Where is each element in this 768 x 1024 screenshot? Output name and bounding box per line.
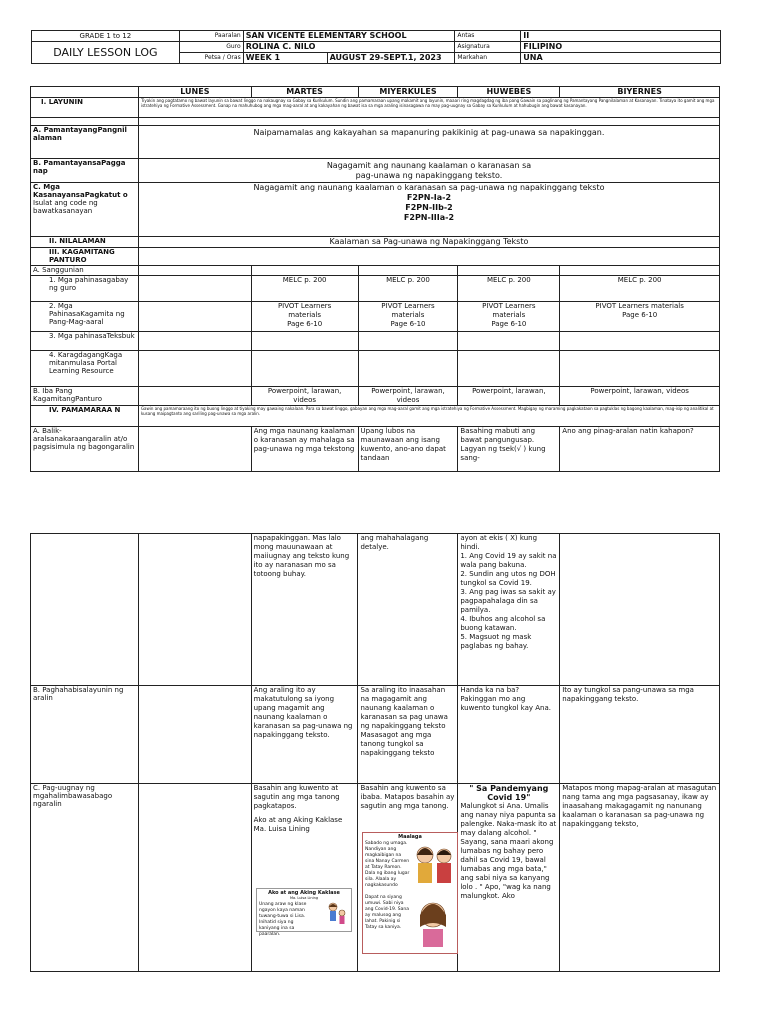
kasanayan-label-2: Isulat ang code ng bawatkasanayan (33, 199, 98, 215)
pivot-l2: materials (391, 311, 425, 319)
melc-martes: MELC p. 200 (251, 276, 358, 302)
pivot-b2: Page 6-10 (622, 311, 658, 319)
family-illustration (413, 843, 455, 887)
pivot-biyernes (560, 302, 720, 332)
melc-miyerkules: MELC p. 200 (358, 276, 458, 302)
lesson-table (30, 86, 720, 472)
paghahabi-huwebes: Handa ka na ba? Pakinggan mo ang kuwento tungkol kay Ana. (458, 686, 560, 784)
pivot-b1: PIVOT Learners materials (595, 302, 684, 310)
pagganap-line-1: Nagagamit ang naunang kaalaman o karanasan sa (326, 160, 532, 170)
kasanayan-desc: Nagagamit ang naunang kaalaman o karanasan sa pag-unawa ng napakinggang teksto (253, 183, 605, 192)
day-miyerkules: MIYERKULES (358, 87, 458, 98)
uugnay-biyernes: Matapos mong mapag-aralan at masagutan nang tama ang mga pagsasanay, ikaw ay inaasahang makagagamit ng nanunang kaalaman o karanasan sa pag-unawa ng napakinggang teksto, (560, 784, 720, 972)
uugnay-huwebes (458, 784, 560, 972)
pic2-text-a: Sabado ng umaga. Nandiyan ang magkaibigan na sina Nanay Carmen at Tatay Ramon. Dala ng ibang lugar sila. Alaala ay nagkakasundo (365, 841, 410, 888)
teacher-value: ROLINA C. NILO (243, 42, 455, 53)
balik-miyerkules: Upang lubos na maunawaan ang isang kuwento, ano-ano dapat tandaan (358, 427, 458, 472)
pivot-l2: materials (492, 311, 526, 319)
story-picture-2 (362, 832, 458, 954)
balik-miyerkules-cont: ang mahahalagang detalye. (358, 534, 458, 686)
pivot-l1: PIVOT Learners (381, 302, 435, 310)
pivot-l3: Page 6-10 (491, 320, 527, 328)
code-3: F2PN-IIIa-2 (403, 213, 455, 222)
pic2-text-b: Dapat na siyang umuwi. Sabi niya ang Covid-19. Sana ay malusog ang lahat. Pakinig si Tatay sa kaniya. (365, 895, 409, 930)
kasanayan-label-1: C. Mga KasanayansaPagkatut o (33, 183, 128, 199)
week-value: WEEK 1 (243, 53, 327, 64)
melc-huwebes: MELC p. 200 (458, 276, 560, 302)
balik-biyernes: Ano ang pinag-aralan natin kahapon? (560, 427, 720, 472)
kasanayan-label (31, 183, 139, 237)
pivot-l1: PIVOT Learners (482, 302, 536, 310)
pamamaraan-label: IV. PAMAMARAA N (31, 406, 139, 427)
grade-label: GRADE 1 to 12 (32, 31, 180, 42)
iba-biyernes: Powerpoint, larawan, videos (560, 387, 720, 406)
dates-value: AUGUST 29-SEPT.1, 2023 (327, 53, 455, 64)
quarter-label: Markahan (455, 53, 521, 64)
uugnay-martes-title: Ako at ang Aking Kaklase (253, 816, 343, 824)
uugnay-huwebes-title: " Sa Pandemyang Covid 19" (469, 784, 549, 802)
huwebes-line-2: 2. Sundin ang utos ng DOH tungkol sa Covid 19. (460, 570, 556, 587)
iba-huwebes: Powerpoint, larawan, (458, 387, 560, 406)
iba-pang-label: B. Iba Pang KagamitangPanturo (31, 387, 139, 406)
karagdagan-label: 4. KaragdagangKaga mitanmulasa Portal Learning Resource (31, 351, 139, 387)
story-picture-1 (256, 888, 352, 937)
balik-martes: Ang mga naunang kaalaman o karanasan ay mahalaga sa pag-unawa ng mga tekstong (251, 427, 358, 472)
iba-miyerkules (358, 387, 458, 406)
pivot-huwebes (458, 302, 560, 332)
subject-label: Asignatura (455, 42, 521, 53)
uugnay-martes (251, 784, 358, 972)
uugnay-martes-instr: Basahin ang kuwento at sagutin ang mga tanong pagkatapos. (253, 784, 340, 810)
balik-martes-cont: napapakinggan. Mas lalo mong mauunawaan at maiiugnay ang teksto kung ito ay naranasan mo sa totoong buhay. (251, 534, 358, 686)
teksbuk-label: 3. Mga pahinasaTeksbuk (31, 332, 139, 351)
uugnay-martes-author: Ma. Luisa Lining (253, 825, 310, 833)
day-biyernes: BIYERNES (560, 87, 720, 98)
header-table (31, 30, 721, 64)
kagamitan-mag-label: 2. Mga PahinasaKagamita ng Pang-Mag-aaral (31, 302, 139, 332)
iba-miy-2: videos (396, 396, 420, 404)
balik-huwebes: Basahing mabuti ang bawat pangungusap. Lagyan ng tsek(√ ) kung sang- (458, 427, 560, 472)
huwebes-line-1: 1. Ang Covid 19 ay sakit na wala pang bakuna. (460, 552, 557, 569)
teacher-label: Guro (179, 42, 243, 53)
sanggunian-label: A. Sanggunian (31, 266, 139, 276)
quarter-value: UNA (521, 53, 721, 64)
day-huwebes: HUWEBES (458, 87, 560, 98)
pivot-l3: Page 6-10 (287, 320, 323, 328)
day-lunes: LUNES (138, 87, 251, 98)
iba-martes (251, 387, 358, 406)
school-label: Paaralan (179, 31, 243, 42)
pamantayang-pangnilalaman-text: Naipamamalas ang kakayahan sa mapanuring pakikinig at pag-unawa sa napakinggan. (138, 126, 719, 159)
grade-level-value: II (521, 31, 721, 42)
pivot-l1: PIVOT Learners (277, 302, 332, 310)
pic1-author: Ma. Luisa Lining (289, 896, 319, 900)
paghahabi-martes: Ang araling ito ay makatutulong sa iyong upang magamit ang naunang kaalaman o karanasan sa pag-unawa ng napakinggang teksto. (251, 686, 358, 784)
huwebes-line-4: 4. Ibuhos ang alcohol sa buong katawan. (460, 615, 546, 632)
pamantayang-pangnilalaman-label: A. PamantayangPangnil alaman (31, 126, 139, 159)
nilalaman-label: II. NILALAMAN (31, 237, 139, 248)
paghahabi-label: B. Paghahabisalayunin ng aralin (31, 686, 139, 784)
balik-huwebes-cont (458, 534, 560, 686)
iba-martes-1: Powerpoint, larawan, (267, 387, 342, 395)
pivot-martes (251, 302, 358, 332)
iba-miy-1: Powerpoint, larawan, (371, 387, 445, 395)
uugnay-huwebes-body: Malungkot si Ana. Umalis ang nanay niya papunta sa palengke. Naka-mask ito at may dalang alcohol. " Sayang, sana maari akong lumabas ng bahay pero dahil sa Covid 19, bawal lumabas ang mga bata," ang sabi niya sa kanyang lolo . " Apo, "wag ka nang malungkot. Ako (460, 802, 557, 900)
kasanayan-text (138, 183, 719, 237)
pic2-title: Maalaga (398, 834, 422, 840)
page-title: DAILY LESSON LOG (32, 42, 180, 64)
code-1: F2PN-Ia-2 (406, 193, 452, 202)
balik-aral-label: A. Balik-aralsanakaraangaralin at/o pagsisimula ng bagongaralin (31, 427, 139, 472)
pamantayan-pagganap-text (138, 159, 719, 183)
gabay-label: 1. Mga pahinasagabay ng guro (31, 276, 139, 302)
uugnay-miyerkules: Basahin ang kuwento sa ibaba. Matapos basahin ay sagutin ang mga tanong. (358, 784, 458, 972)
pag-uugnay-label: C. Pag-uugnay ng mgahalimbawasabago ngaralin (31, 784, 139, 972)
day-martes: MARTES (251, 87, 358, 98)
pivot-l2: materials (288, 311, 322, 319)
kagamitan-label: III. KAGAMITANG PANTURO (31, 248, 139, 266)
code-2: F2PN-IIb-2 (405, 203, 453, 212)
children-illustration (325, 901, 349, 929)
subject-value: FILIPINO (521, 42, 721, 53)
pivot-l3: Page 6-10 (390, 320, 426, 328)
mother-illustration (411, 897, 455, 949)
huwebes-line-5: 5. Magsuot ng mask paglabas ng bahay. (460, 633, 532, 650)
huwebes-line-3: 3. Ang pag iwas sa sakit ay pagpapahalaga din sa pamilya. (460, 588, 556, 614)
melc-biyernes: MELC p. 200 (560, 276, 720, 302)
huwebes-line-0: ayon at ekis ( X) kung hindi. (460, 534, 538, 551)
paghahabi-miyerkules: Sa araling ito inaasahan na magagamit ang naunang kaalaman o karanasan sa pag unawa ng napakinggang teksto Masasagot ang mga tanong tungkol sa napakinggang teksto (358, 686, 458, 784)
iba-martes-2: videos (293, 396, 317, 404)
nilalaman-text: Kaalaman sa Pag-unawa ng Napakinggang Teksto (138, 237, 719, 248)
grade-level-label: Antas (455, 31, 521, 42)
date-label: Petsa / Oras (179, 53, 243, 64)
pagganap-line-2: pag-unawa ng napakinggang teksto. (355, 170, 503, 180)
layunin-label: I. LAYUNIN (31, 98, 139, 118)
school-value: SAN VICENTE ELEMENTARY SCHOOL (243, 31, 455, 42)
pamamaraan-text: Gawin ang pamamaraang ito ng buong linggo at tiyaking may gawaing nakalaan. Para sa bawat linggo, gabayan ang mga mag-aaral gamit ang mga istratehiya ng Formative Assessment. Magbigay ng maraming pagkakataon sa pagtuklas ng bagong kaalaman, mag-isip ng analitikal at kusang maipagtanto ang sariling pag-unawa sa mga aralin. (138, 406, 719, 427)
pamantayan-pagganap-label: B. PamantayansaPagga nap (31, 159, 139, 183)
pic1-title: Ako at ang Aking Kaklase (268, 890, 340, 896)
layunin-text: Tiyakin ang pagtatamo ng bawat layunin sa bawat linggo na nakaugnay sa Gabay sa Kurikulum. Sundin ang pamamaraan upang makamit ang layunin, maaari ring magdagdag ng iba pang Gawain sa paglinang ng Pamantayang Pangnilalaman at Kasanayan. Tinataya ito gamit ang mga istratehiya ng Formative Assessment. Ganap na mahuhubog ang mga mag-aaral at ang kakayahan ng bawat isa sa mga araling isinasagawa na may pag-uugnay sa Gabay sa Kurikulum at hahubugin ang bawat kasanayan. (138, 98, 719, 118)
paghahabi-biyernes: Ito ay tungkol sa pang-unawa sa mga napakinggang teksto. (560, 686, 720, 784)
pivot-miyerkules (358, 302, 458, 332)
pic1-text: Unang araw ng klase ngayon kaya naman tuwang-tuwa si Lisa. Inihatid siya ng kaniyang ina sa paaralan. (259, 902, 307, 937)
